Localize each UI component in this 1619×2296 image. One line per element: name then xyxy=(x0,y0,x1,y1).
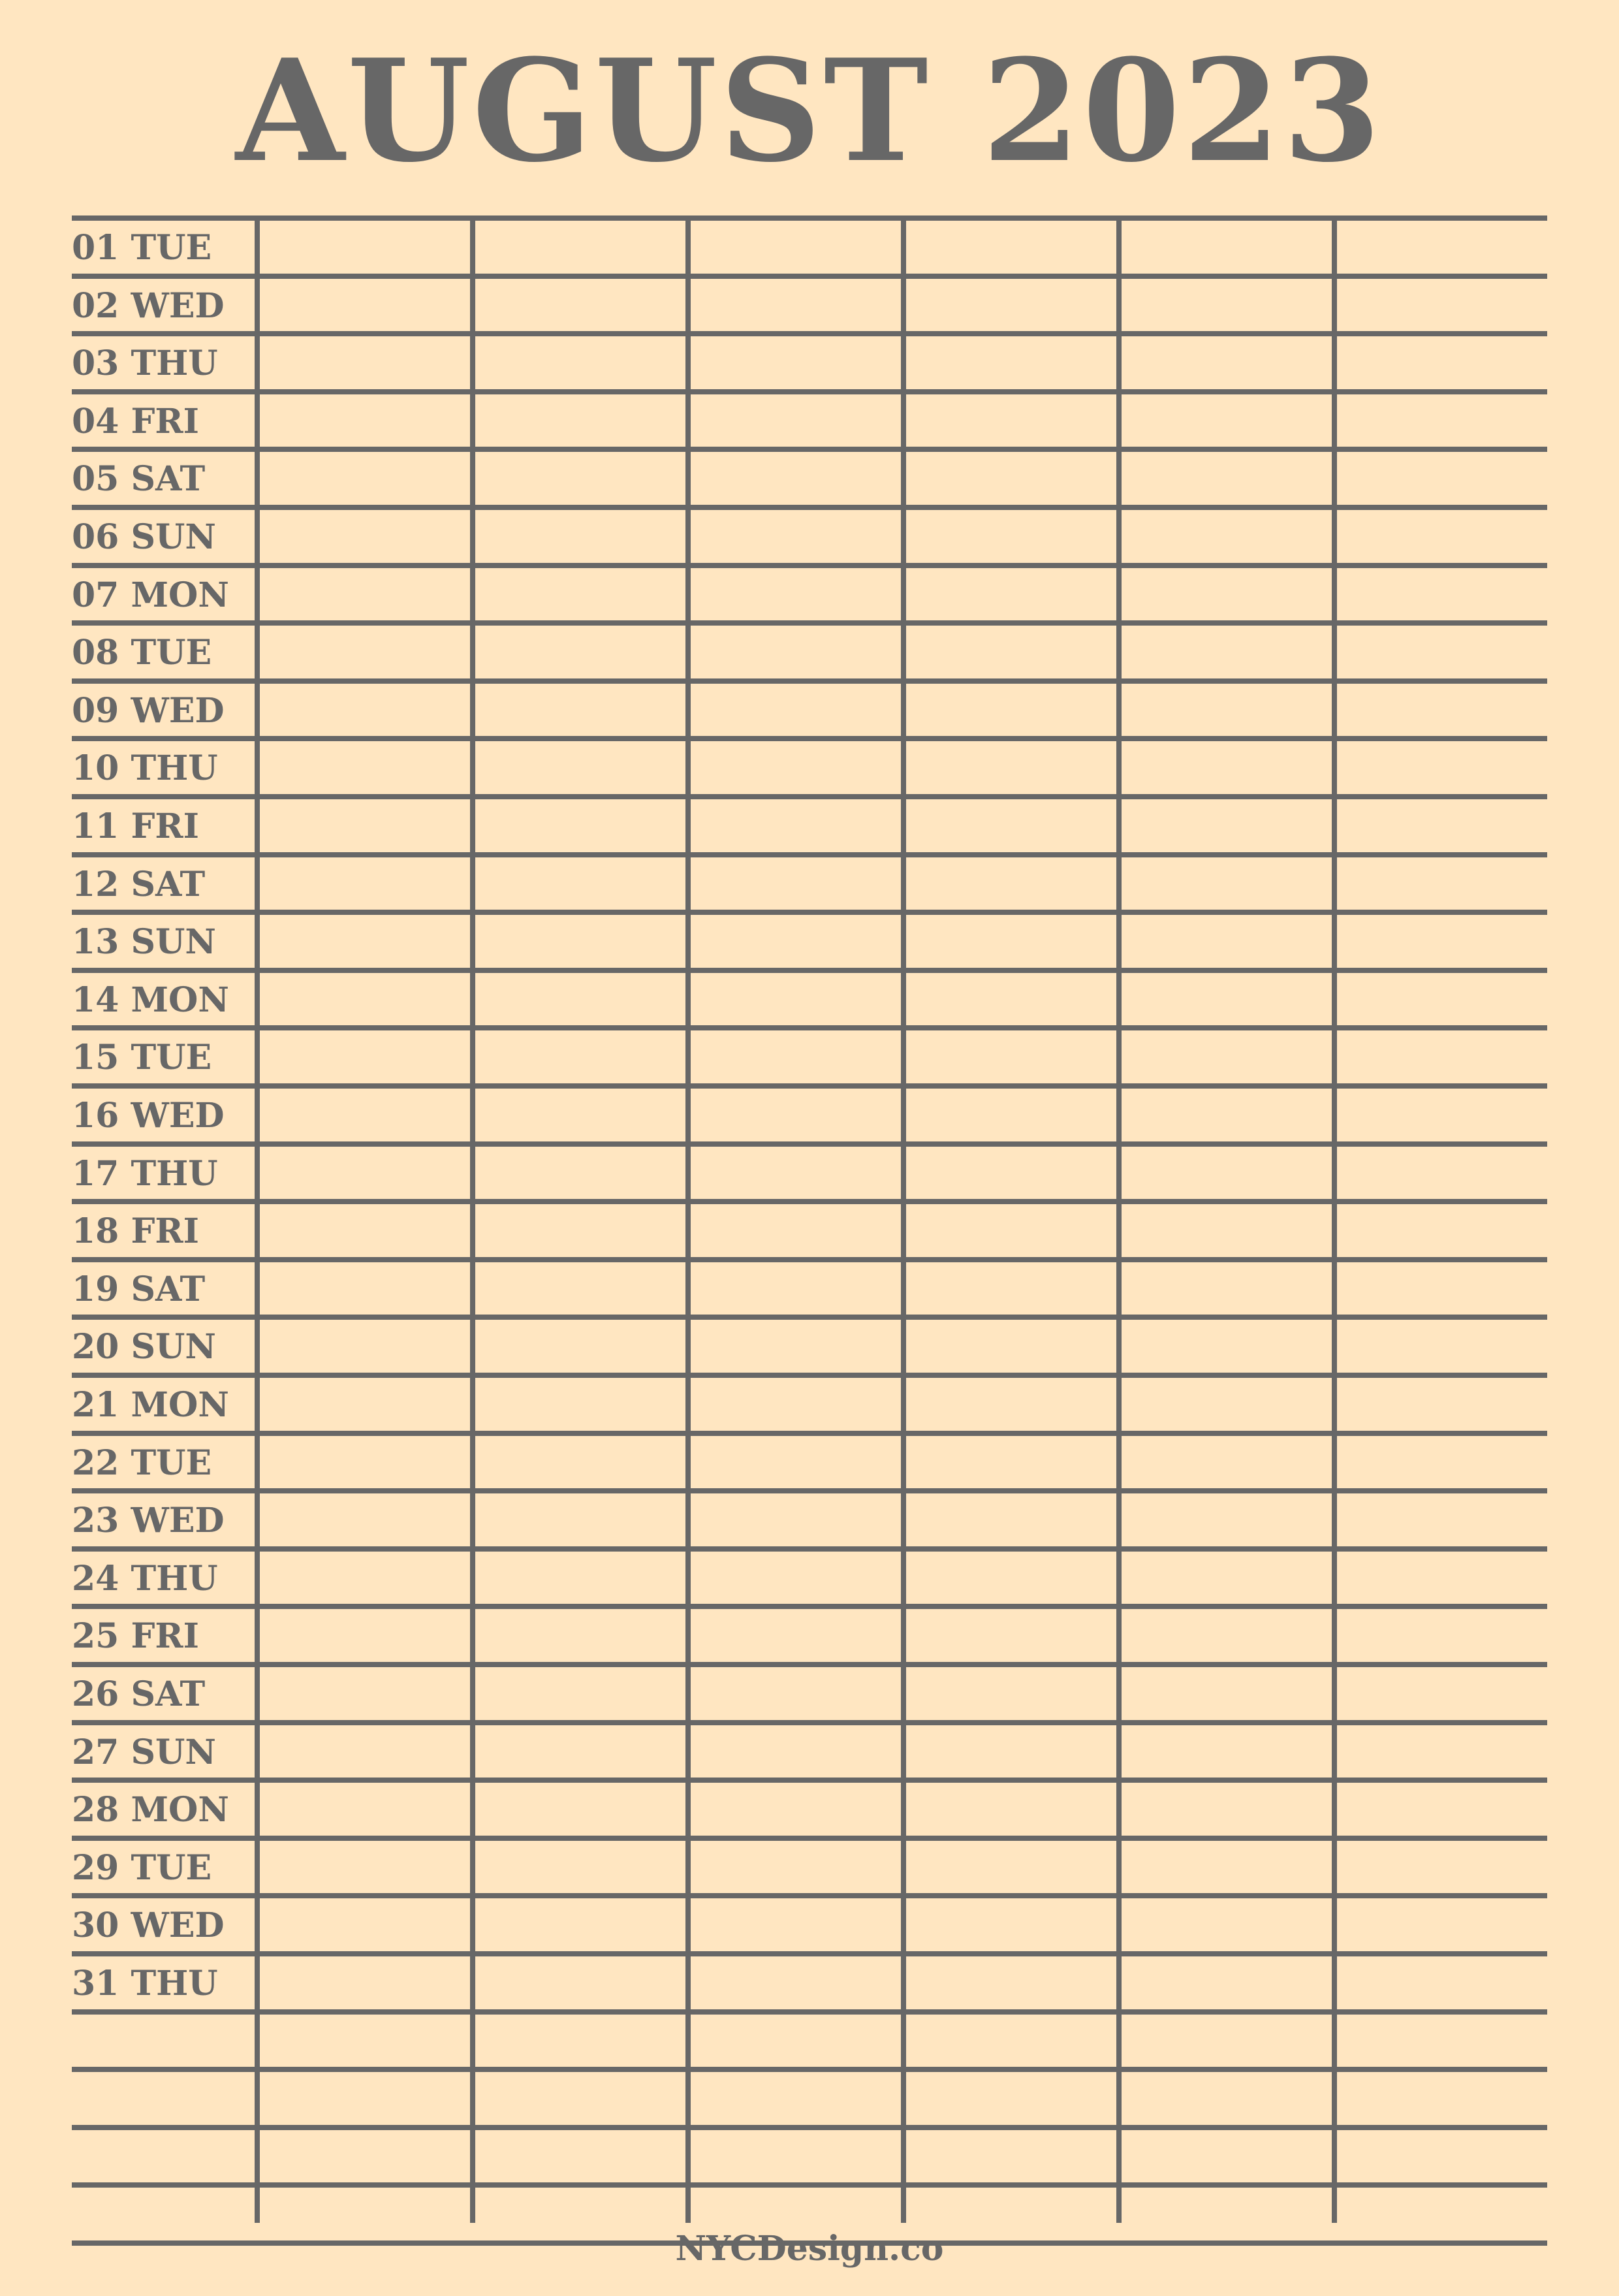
row-divider xyxy=(72,1604,1547,1609)
row-divider xyxy=(72,2067,1547,2072)
row-divider xyxy=(72,1836,1547,1841)
column-divider xyxy=(1116,218,1122,2223)
row-divider xyxy=(72,1778,1547,1783)
day-label: 02 WED xyxy=(72,286,225,326)
column-divider xyxy=(685,218,691,2223)
day-label: 28 MON xyxy=(72,1790,229,1830)
column-divider xyxy=(470,218,475,2223)
row-divider xyxy=(72,2009,1547,2015)
row-divider xyxy=(72,794,1547,799)
day-label: 19 SAT xyxy=(72,1269,206,1309)
day-label: 03 THU xyxy=(72,343,218,383)
row-divider xyxy=(72,852,1547,857)
row-divider xyxy=(72,1546,1547,1552)
row-divider xyxy=(72,678,1547,684)
row-divider xyxy=(72,1315,1547,1320)
row-divider xyxy=(72,1488,1547,1493)
day-label: 13 SUN xyxy=(72,922,216,962)
row-divider xyxy=(72,1720,1547,1725)
day-label: 17 THU xyxy=(72,1154,218,1194)
day-label: 05 SAT xyxy=(72,459,206,499)
row-divider xyxy=(72,505,1547,510)
row-divider xyxy=(72,389,1547,394)
day-label: 22 TUE xyxy=(72,1443,212,1483)
page-title: AUGUST 2023 xyxy=(236,28,1383,193)
day-label: 08 TUE xyxy=(72,633,212,673)
day-label: 29 TUE xyxy=(72,1848,212,1888)
column-divider xyxy=(255,218,260,2223)
day-label: 11 FRI xyxy=(72,806,199,846)
row-divider xyxy=(72,215,1547,221)
day-label: 18 FRI xyxy=(72,1211,199,1251)
day-label: 16 WED xyxy=(72,1096,225,1136)
row-divider xyxy=(72,1257,1547,1262)
column-divider xyxy=(901,218,906,2223)
row-divider xyxy=(72,1025,1547,1030)
row-divider xyxy=(72,2125,1547,2130)
day-label: 09 WED xyxy=(72,691,225,731)
day-label: 23 WED xyxy=(72,1501,225,1540)
day-label: 14 MON xyxy=(72,980,229,1020)
row-divider xyxy=(72,968,1547,973)
footer-brand: NYCDesign.co xyxy=(675,2229,944,2269)
row-divider xyxy=(72,736,1547,741)
day-label: 06 SUN xyxy=(72,517,216,557)
row-divider xyxy=(72,563,1547,568)
row-divider xyxy=(72,1662,1547,1667)
row-divider xyxy=(72,274,1547,279)
day-label: 01 TUE xyxy=(72,228,212,268)
day-label: 21 MON xyxy=(72,1385,229,1425)
row-divider xyxy=(72,1199,1547,1204)
row-divider xyxy=(72,910,1547,915)
day-label: 07 MON xyxy=(72,575,229,615)
day-label: 24 THU xyxy=(72,1559,218,1599)
row-divider xyxy=(72,1951,1547,1956)
row-divider xyxy=(72,1141,1547,1147)
day-label: 26 SAT xyxy=(72,1674,206,1714)
day-label: 04 FRI xyxy=(72,402,199,441)
row-divider xyxy=(72,620,1547,626)
row-divider xyxy=(72,447,1547,452)
day-label: 30 WED xyxy=(72,1905,225,1945)
day-label: 15 TUE xyxy=(72,1038,212,1077)
row-divider xyxy=(72,1431,1547,1436)
row-divider xyxy=(72,1083,1547,1089)
day-label: 31 THU xyxy=(72,1964,218,2003)
row-divider xyxy=(72,331,1547,336)
row-divider xyxy=(72,2182,1547,2188)
column-divider xyxy=(1332,218,1337,2223)
row-divider xyxy=(72,1373,1547,1378)
day-label: 20 SUN xyxy=(72,1327,216,1367)
day-label: 10 THU xyxy=(72,748,218,788)
day-label: 12 SAT xyxy=(72,865,206,904)
day-label: 27 SUN xyxy=(72,1732,216,1772)
day-label: 25 FRI xyxy=(72,1616,199,1656)
row-divider xyxy=(72,1893,1547,1898)
